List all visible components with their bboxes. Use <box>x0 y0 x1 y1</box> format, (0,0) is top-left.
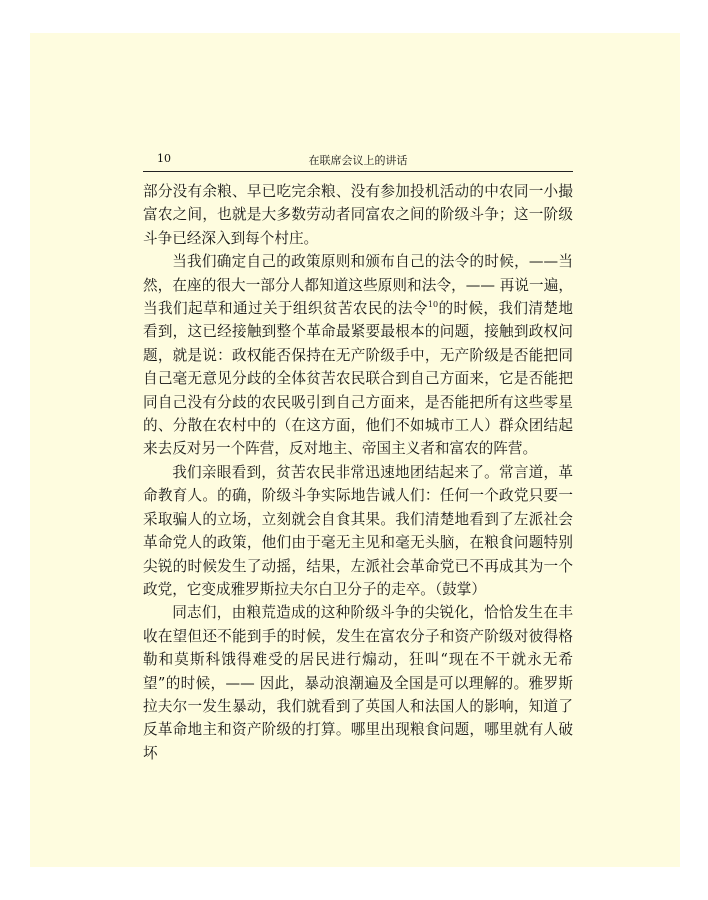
paragraph-2-text-before-note: 当我们确定自己的政策原则和颁布自己的法令的时候，——当然，在座的很大一部分人都知道这些原则和法令，—— 再说一遍，当我们起草和通过关于组织贫苦农民的法令 <box>143 253 573 318</box>
paragraph-2 <box>143 250 573 461</box>
running-title: 在联席会议上的讲话 <box>308 154 408 167</box>
paragraph-4: 同志们，由粮荒造成的这种阶级斗争的尖锐化，恰恰发生在丰收在望但还不能到手的时候，发生在富农分子和资产阶级对彼得格勒和莫斯科饿得难受的居民进行煽动，狂叫“现在不干就永无希望”的时候，—— 因此，暴动浪潮遍及全国是可以理解的。雅罗斯拉夫尔一发生暴动，我们就看到了英国人和法国人的影响，知道了反革命地主和资产阶级的打算。哪里出现粮食问题，哪里就有人破坏 <box>143 604 573 762</box>
body-text <box>143 180 573 765</box>
footnote-marker: 10 <box>427 300 439 310</box>
page-number: 10 <box>157 152 171 165</box>
running-header <box>143 151 573 172</box>
paragraph-1: 部分没有余粮、早已吃完余粮、没有参加投机活动的中农同一小撮富农之间，也就是大多数劳动者同富农之间的阶级斗争；这一阶级斗争已经深入到每个村庄。 <box>143 183 573 247</box>
paragraph-2-text-after-note: 的时候，我们清楚地看到，这已经接触到整个革命最紧要最根本的问题，接触到政权问题，就是说：政权能否保持在无产阶级手中，无产阶级是否能把同自己毫无意见分歧的全体贫苦农民联合到自己方面来，它是否能把同自己没有分歧的农民吸引到自己方面来，是否能把所有这些零星的、分散在农村中的（在这方面，他们不如城市工人）群众团结起来去反对另一个阵营，反对地主、帝国主义者和富农的阵营。 <box>143 300 573 458</box>
paragraph-3: 我们亲眼看到，贫苦农民非常迅速地团结起来了。常言道，革命教育人。的确，阶级斗争实际地告诫人们：任何一个政党只要一采取骗人的立场，立刻就会自食其果。我们清楚地看到了左派社会革命党人的政策，他们由于毫无主见和毫无头脑，在粮食问题特别尖锐的时候发生了动摇，结果，左派社会革命党已不再成其为一个政党，它变成雅罗斯拉夫尔白卫分子的走卒。（鼓掌） <box>143 463 573 598</box>
